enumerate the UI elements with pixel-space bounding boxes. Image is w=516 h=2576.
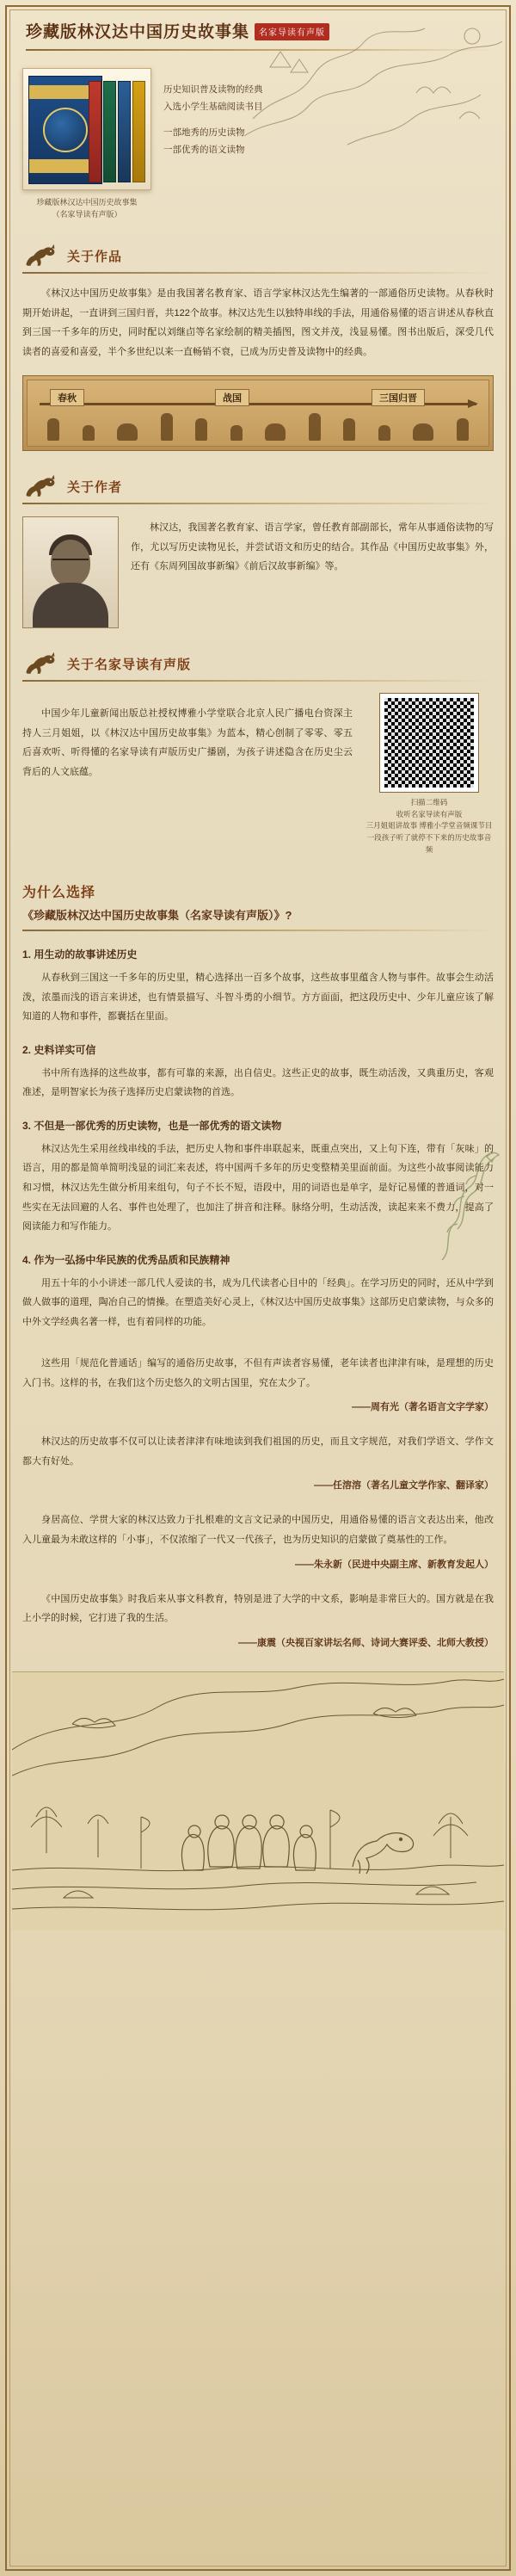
history-timeline [22, 375, 494, 451]
why-divider [22, 930, 494, 931]
testimonial [22, 1354, 494, 1413]
section-heading [22, 243, 494, 269]
figure [378, 425, 390, 441]
qr-caption [365, 797, 494, 856]
horse-icon [22, 243, 60, 269]
why-choose-section [22, 881, 494, 1331]
page-title: 珍藏版林汉达中国历史故事集 [26, 23, 250, 41]
testimonial [22, 1590, 494, 1649]
figure [83, 425, 95, 441]
book-spine [103, 81, 116, 182]
product-copy [163, 68, 494, 220]
about-work-body: 《林汉达中国历史故事集》是由我国著名教育家、语言学家林汉达先生编著的一部通俗历史读物。从春秋时期开始讲起，一直讲到三国归晋，共122个故事。林汉达先生以独特串线的手法，用通俗易懂的语言讲述从春秋直到三国一千多年的历史，同时配以刘继卣等名家绘制的精美插图，图文并茂，浅显易懂。图书出版后，深受几代读者的喜爱和喜爱，半个多世纪以来一直畅销不衰，已成为历史普及读物中的经典。 [22, 288, 494, 357]
figure [47, 418, 59, 441]
timeline-figures [36, 406, 480, 441]
section-about-audio [22, 651, 494, 682]
why-point [22, 1252, 494, 1332]
point-title: 3. 不但是一部优秀的历史读物，也是一部优秀的语文读物 [22, 1119, 282, 1132]
point-title: 2. 史料详实可信 [22, 1043, 96, 1056]
section-about-author [22, 473, 494, 504]
section-title: 关于名家导读有声版 [67, 657, 192, 672]
bullet-line-1: 一部地秀的历史读物 [163, 127, 245, 138]
why-heading: 为什么选择 [22, 886, 96, 901]
figure [343, 418, 355, 441]
qr-block [365, 694, 494, 856]
author-text [131, 516, 494, 628]
point-title: 4. 作为一弘扬中华民族的优秀品质和民族精神 [22, 1253, 230, 1266]
qr-caption-line-4: 一段孩子听了就停不下来的历史故事音频 [366, 832, 492, 854]
ancient-scene-drawing [12, 1672, 504, 1930]
testimonials [22, 1354, 494, 1648]
book-spines [89, 81, 145, 182]
book-image [22, 68, 151, 190]
edition-badge: 名家导读有声版 [255, 23, 329, 40]
timeline-inner [27, 380, 489, 447]
testimonial [22, 1510, 494, 1570]
testimonial [22, 1432, 494, 1492]
section-about-work [22, 243, 494, 361]
horse-icon [22, 473, 60, 499]
testimonial-text: 林汉达的历史故事不仅可以让读者津津有味地读到我们祖国的历史，而且文字规范，对我们学语文、学作文都大有好处。 [22, 1436, 494, 1467]
horse-icon [22, 651, 60, 676]
point-body: 书中所有选择的这些故事，都有可靠的来源，出自信史。这些正史的故事，既生动活泼，又典重历史，客观准述，是明智家长为孩子选择历史启蒙读物的首选。 [22, 1067, 494, 1098]
why-point [22, 1118, 494, 1237]
testimonial-author: ——朱永新（民进中央副主席、新教育发起人） [295, 1559, 494, 1570]
figure [457, 418, 469, 441]
testimonial-author: ——周有光（著名语言文字学家） [352, 1402, 494, 1413]
section-title: 关于作品 [67, 249, 123, 264]
bottom-illustration [12, 1671, 504, 1930]
why-point [22, 947, 494, 1027]
figure-horse [265, 423, 286, 441]
why-subheading: 《珍藏版林汉达中国历史故事集（名家导读有声版）》? [22, 909, 292, 923]
slipcase-medallion [43, 108, 88, 152]
point-body: 从春秋到三国这一千多年的历史里，精心选择出一百多个故事，这些故事里蕴含人物与事件。故事会生动活泼，浓墨而浅的语言来讲述，也有情景描写、斗智斗勇的小细节。方方面面，把这段历史中、少年儿童应该了解知道的人物和事件，都囊括在里面。 [22, 973, 494, 1022]
portrait-body [33, 583, 108, 627]
qr-caption-line-2: 收听名家导读有声版 [396, 809, 463, 819]
point-body: 林汉达先生采用丝线串线的手法，把历史人物和事件串联起来，既重点突出，又上句下连，带有「灰味」的语言，用的都是简单简明浅显的词汇来表述，将中国两千多年的历史变整精美里面前面。为这些小故事阅读能力和习惯，林汉达先生做分析用来组句，句子不长不短，语段中，用的词语也是单字，是好记易懂的普通词，对一些实在无法回避的人名、事件也处理了，也加注了拼音和注释。脉络分明，生动活泼，读起来来不费力，提高了阅读能力和写作能力。 [22, 1143, 494, 1232]
testimonial-author: ——任溶溶（著名儿童文学作家、翻译家） [314, 1480, 494, 1492]
figure [161, 413, 173, 441]
page-header [0, 0, 516, 59]
point-title: 1. 用生动的故事讲述历史 [22, 948, 138, 961]
testimonial-text: 这些用「规范化普通话」编写的通俗历史故事，不但有声读者容易懂，老年读者也津津有味，是理想的历史入门书。这样的书，在我们这个历史悠久的文明古国里，究在太少了。 [22, 1358, 494, 1388]
qr-caption-line-3: 三月姐姐讲故事 博雅小学堂音频课节目 [366, 821, 493, 831]
testimonial-text: 身居高位、学贯大家的林汉达致力于扎根难的文言文记录的中国历史，用通俗易懂的语言文表达出来，他改入儿童最为未敢这样的「小事」，不仅浓缩了一代又一代孩子，也为历史知识的启蒙做了奠基性的工作。 [22, 1515, 494, 1545]
timeline-label-1: 战国 [215, 389, 249, 406]
testimonial-text: 《中国历史故事集》时我后来从事文科教育，特别是进了大学的中文系，影响是非常巨大的。国方就是在我上小学的时候，它打进了我的生活。 [22, 1593, 494, 1624]
about-audio-body: 中国少年儿童新闻出版总社授权博雅小学堂联合北京人民广播电台资深主持人三月姐姐，以《林汉达中国历史故事集》为蓝本，精心创制了零零、零五后喜欢听、听得懂的名家导读有声版历史广播剧，为孩子讲述隐含在历史尘云背后的人文底蕴。 [22, 708, 353, 777]
testimonial-author: ——康震（央视百家讲坛名师、诗词大赛评委、北师大教授） [238, 1637, 494, 1648]
book-spine [132, 81, 145, 182]
book-caption [22, 197, 151, 220]
figure [195, 418, 207, 441]
book-spine [118, 81, 131, 182]
timeline-label-0: 春秋 [50, 389, 84, 406]
figure-horse [413, 423, 433, 441]
section-heading [22, 651, 494, 676]
bullet-line-2: 一部优秀的语文读物 [163, 144, 245, 155]
point-body: 用五十年的小小讲述一部几代人爱读的书，成为几代读者心目中的「经典」。在学习历史的同时，还从中学到做人做事的道理，陶冶自己的情操。在塑造美好心灵上，《林汉达中国历史故事集》这部历史启蒙读物，与众多的中外文学经典名著一样，也有着同样的功能。 [22, 1277, 494, 1327]
section-underline [22, 680, 494, 682]
qr-caption-line-1: 扫描二维码 [410, 798, 448, 807]
author-row [22, 516, 494, 628]
figure-horse [117, 423, 138, 441]
book-cover-block [22, 68, 151, 220]
lead-line-2: 入选小学生基础阅读书目 [163, 101, 263, 112]
portrait-glasses [52, 559, 89, 569]
figure [230, 425, 243, 441]
title-divider [26, 49, 492, 51]
about-author-body: 林汉达，我国著名教育家、语言学家，曾任教育部副部长，常年从事通俗读物的写作，尤以写历史读物见长，并尝试语文和历史的结合。其作品《中国历史故事集》外，还有《东周列国故事新编》《前后汉故事新编》等。 [131, 522, 494, 572]
section-underline [22, 503, 494, 504]
section-title: 关于作者 [67, 479, 123, 495]
timeline-label-2: 三国归晋 [372, 389, 425, 406]
audio-text [22, 694, 353, 856]
qr-row [22, 694, 494, 856]
lead-line-1: 历史知识普及读物的经典 [163, 84, 263, 95]
book-spine [89, 81, 101, 182]
why-point [22, 1042, 494, 1103]
author-portrait [22, 516, 119, 628]
book-caption-line-1: 珍藏版林汉达中国历史故事集 [36, 198, 138, 207]
section-heading [22, 473, 494, 499]
book-caption-line-2: （名家导读有声版） [52, 209, 122, 219]
figure [309, 413, 321, 441]
qr-code-image[interactable] [380, 694, 478, 792]
product-row [0, 59, 516, 220]
section-underline [22, 272, 494, 274]
title-line [26, 19, 494, 42]
